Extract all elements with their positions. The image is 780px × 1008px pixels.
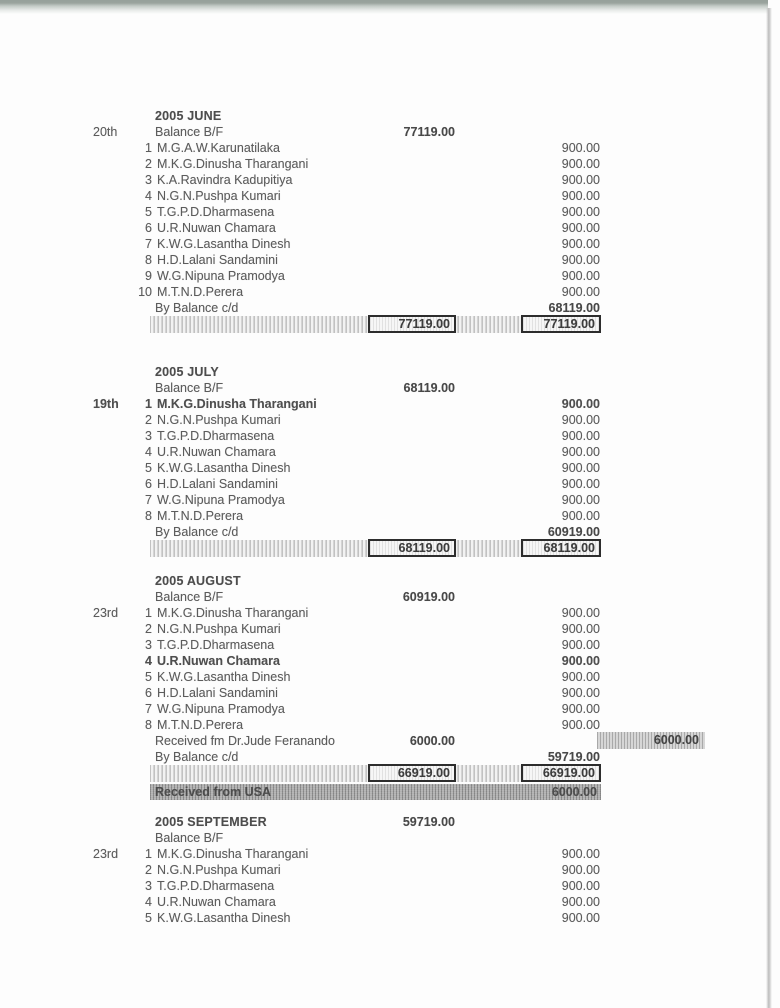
total-boxed-right: 77119.00 (521, 315, 601, 333)
entry-amount: 900.00 (561, 285, 600, 299)
entry-number: 8 (145, 509, 152, 523)
member-name: K.W.G.Lasantha Dinesh (157, 911, 291, 925)
entry-number: 3 (145, 429, 152, 443)
table-row (0, 252, 780, 268)
ledger (0, 108, 780, 926)
entry-amount: 900.00 (561, 269, 600, 283)
table-row (0, 460, 780, 476)
entry-amount: 900.00 (561, 718, 600, 732)
table-row (0, 188, 780, 204)
entry-amount: 900.00 (561, 638, 600, 652)
table-row (0, 910, 780, 926)
entry-amount: 900.00 (561, 173, 600, 187)
date-label: 19th (93, 397, 119, 411)
balance-bf-label: Balance B/F (155, 590, 224, 604)
entry-amount: 900.00 (561, 622, 600, 636)
entry-number: 1 (145, 847, 152, 861)
member-name: U.R.Nuwan Chamara (157, 895, 276, 909)
member-name: T.G.P.D.Dharmasena (157, 429, 275, 443)
balance-cd-label: By Balance c/d (155, 301, 239, 315)
ledger-line (0, 830, 780, 846)
entry-number: 6 (145, 477, 152, 491)
entry-number: 4 (145, 895, 152, 909)
ledger-line (0, 300, 780, 316)
member-name: T.G.P.D.Dharmasena (157, 879, 275, 893)
ledger-line (0, 364, 780, 380)
member-name: M.K.G.Dinusha Tharangani (157, 157, 309, 171)
entry-amount: 900.00 (561, 397, 600, 411)
date-label: 23rd (93, 847, 119, 861)
entry-number: 3 (145, 173, 152, 187)
entry-amount: 900.00 (561, 702, 600, 716)
entry-number: 6 (145, 221, 152, 235)
member-name: H.D.Lalani Sandamini (157, 477, 278, 491)
entry-amount: 900.00 (561, 493, 600, 507)
received-label: Received fm Dr.Jude Feranando (155, 734, 335, 748)
balance-bf-label: Balance B/F (155, 125, 224, 139)
entry-amount: 900.00 (561, 221, 600, 235)
month-section (0, 364, 780, 557)
entry-number: 10 (138, 285, 152, 299)
total-boxed-mid: 77119.00 (368, 315, 456, 333)
member-name: H.D.Lalani Sandamini (157, 686, 278, 700)
table-row (0, 685, 780, 701)
month-section (0, 573, 780, 800)
member-name: M.K.G.Dinusha Tharangani (157, 606, 309, 620)
balance-bf-value: 60919.00 (402, 590, 455, 604)
entry-number: 2 (145, 622, 152, 636)
entry-amount: 900.00 (561, 477, 600, 491)
entry-number: 5 (145, 911, 152, 925)
member-name: M.K.G.Dinusha Tharangani (157, 397, 317, 411)
entry-amount: 900.00 (561, 670, 600, 684)
table-row (0, 637, 780, 653)
received-amount: 6000.00 (409, 734, 455, 748)
total-boxed-right: 68119.00 (521, 539, 601, 557)
ledger-line (0, 814, 780, 830)
table-row (0, 653, 780, 669)
received-amount-shaded: 6000.00 (597, 732, 705, 749)
month-title: 2005 SEPTEMBER (155, 815, 267, 829)
entry-number: 7 (145, 493, 152, 507)
table-row (0, 284, 780, 300)
entry-number: 2 (145, 413, 152, 427)
balance-cd-value: 60919.00 (547, 525, 600, 539)
month-section (0, 108, 780, 333)
entry-number: 2 (145, 863, 152, 877)
entry-number: 1 (145, 606, 152, 620)
table-row (0, 476, 780, 492)
entry-amount: 900.00 (561, 429, 600, 443)
table-row (0, 894, 780, 910)
table-row (0, 878, 780, 894)
entry-amount: 900.00 (561, 445, 600, 459)
entry-amount: 900.00 (561, 686, 600, 700)
total-boxed-right: 66919.00 (521, 764, 601, 782)
entry-number: 7 (145, 702, 152, 716)
received-usa-band (150, 784, 601, 800)
entry-number: 4 (145, 189, 152, 203)
ledger-line (0, 749, 780, 765)
entry-amount: 900.00 (561, 253, 600, 267)
table-row (0, 204, 780, 220)
ledger-line (0, 733, 780, 749)
member-name: U.R.Nuwan Chamara (157, 445, 276, 459)
ledger-line (0, 524, 780, 540)
table-row (0, 428, 780, 444)
entry-amount: 900.00 (561, 863, 600, 877)
table-row (0, 846, 780, 862)
member-name: M.T.N.D.Perera (157, 718, 244, 732)
member-name: K.W.G.Lasantha Dinesh (157, 461, 291, 475)
member-name: K.W.G.Lasantha Dinesh (157, 237, 291, 251)
date-label: 23rd (93, 606, 119, 620)
table-row (0, 508, 780, 524)
month-title: 2005 JULY (155, 365, 219, 379)
entry-number: 9 (145, 269, 152, 283)
ledger-line (0, 108, 780, 124)
entry-amount: 900.00 (561, 157, 600, 171)
member-name: U.R.Nuwan Chamara (157, 221, 276, 235)
member-name: T.G.P.D.Dharmasena (157, 205, 275, 219)
table-row (0, 669, 780, 685)
entry-amount: 900.00 (561, 847, 600, 861)
table-row (0, 605, 780, 621)
table-row (0, 156, 780, 172)
table-row (0, 236, 780, 252)
date-label: 20th (93, 125, 118, 139)
member-name: H.D.Lalani Sandamini (157, 253, 278, 267)
table-row (0, 220, 780, 236)
month-title: 2005 JUNE (155, 109, 222, 123)
balance-bf-value: 68119.00 (403, 381, 455, 395)
ledger-line (0, 124, 780, 140)
balance-bf-label: Balance B/F (155, 381, 224, 395)
total-row-band (150, 540, 601, 557)
balance-bf-value: 59719.00 (402, 815, 455, 829)
member-name: U.R.Nuwan Chamara (157, 654, 280, 668)
member-name: W.G.Nipuna Pramodya (157, 269, 285, 283)
entry-amount: 900.00 (561, 189, 600, 203)
received-usa-label: Received from USA (155, 785, 272, 799)
received-usa-value: 6000.00 (551, 785, 597, 799)
entry-number: 2 (145, 157, 152, 171)
member-name: W.G.Nipuna Pramodya (157, 702, 285, 716)
entry-amount: 900.00 (561, 509, 600, 523)
scan-top-edge (0, 0, 768, 14)
entry-number: 4 (145, 654, 152, 668)
table-row (0, 396, 780, 412)
member-name: N.G.N.Pushpa Kumari (157, 863, 281, 877)
entry-amount: 900.00 (561, 606, 600, 620)
table-row (0, 717, 780, 733)
table-row (0, 172, 780, 188)
table-row (0, 862, 780, 878)
member-name: W.G.Nipuna Pramodya (157, 493, 285, 507)
entry-amount: 900.00 (561, 895, 600, 909)
entry-number: 1 (145, 397, 152, 411)
entry-amount: 900.00 (561, 911, 600, 925)
member-name: M.T.N.D.Perera (157, 285, 244, 299)
member-name: M.G.A.W.Karunatilaka (157, 141, 280, 155)
entry-amount: 900.00 (561, 879, 600, 893)
entry-number: 3 (145, 638, 152, 652)
entry-number: 1 (145, 141, 152, 155)
table-row (0, 492, 780, 508)
entry-amount: 900.00 (561, 205, 600, 219)
entry-number: 5 (145, 670, 152, 684)
entry-amount: 900.00 (561, 141, 600, 155)
total-boxed-mid: 68119.00 (368, 539, 456, 557)
total-boxed-mid: 66919.00 (368, 764, 456, 782)
ledger-line (0, 573, 780, 589)
total-row-band (150, 316, 601, 333)
entry-number: 8 (145, 718, 152, 732)
balance-cd-value: 68119.00 (548, 301, 600, 315)
member-name: M.T.N.D.Perera (157, 509, 244, 523)
entry-number: 6 (145, 686, 152, 700)
entry-number: 7 (145, 237, 152, 251)
ledger-line (0, 589, 780, 605)
member-name: N.G.N.Pushpa Kumari (157, 622, 281, 636)
table-row (0, 140, 780, 156)
entry-amount: 900.00 (561, 461, 600, 475)
month-title: 2005 AUGUST (155, 574, 241, 588)
entry-number: 4 (145, 445, 152, 459)
table-row (0, 268, 780, 284)
total-row-band (150, 765, 601, 782)
entry-amount: 900.00 (561, 413, 600, 427)
member-name: N.G.N.Pushpa Kumari (157, 189, 281, 203)
balance-cd-label: By Balance c/d (155, 525, 239, 539)
ledger-line (0, 380, 780, 396)
entry-number: 8 (145, 253, 152, 267)
member-name: K.A.Ravindra Kadupitiya (157, 173, 293, 187)
entry-number: 5 (145, 461, 152, 475)
balance-bf-label: Balance B/F (155, 831, 224, 845)
member-name: T.G.P.D.Dharmasena (157, 638, 275, 652)
member-name: M.K.G.Dinusha Tharangani (157, 847, 309, 861)
table-row (0, 701, 780, 717)
entry-number: 3 (145, 879, 152, 893)
table-row (0, 444, 780, 460)
balance-cd-value: 59719.00 (547, 750, 600, 764)
entry-amount: 900.00 (561, 237, 600, 251)
entry-amount: 900.00 (561, 654, 600, 668)
table-row (0, 621, 780, 637)
entry-number: 5 (145, 205, 152, 219)
balance-bf-value: 77119.00 (403, 125, 455, 139)
member-name: N.G.N.Pushpa Kumari (157, 413, 281, 427)
month-section (0, 814, 780, 926)
member-name: K.W.G.Lasantha Dinesh (157, 670, 291, 684)
balance-cd-label: By Balance c/d (155, 750, 239, 764)
table-row (0, 412, 780, 428)
